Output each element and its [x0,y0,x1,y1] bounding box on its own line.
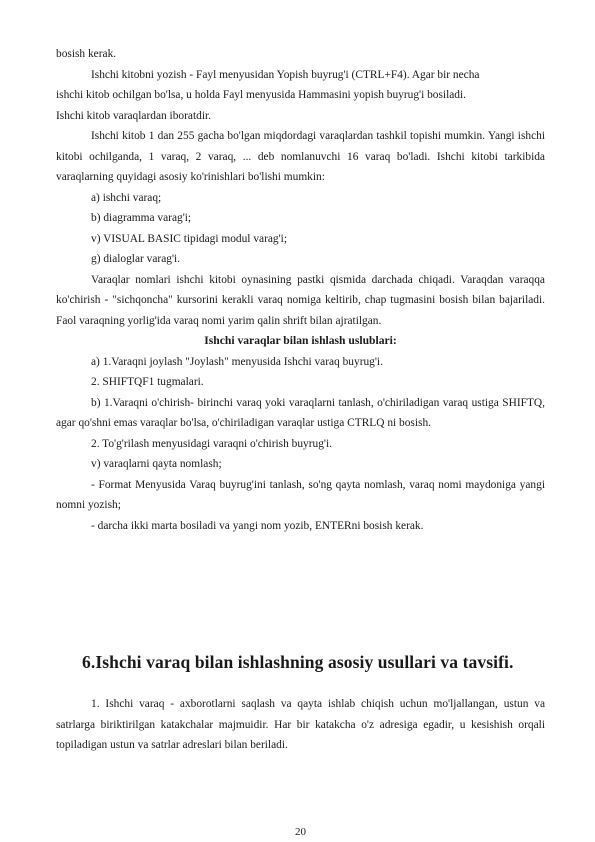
document-page [56,44,545,838]
list-item: - darcha ikki marta bosiladi va yangi nom yozib, ENTERni bosish kerak. [91,519,424,532]
paragraph: bosish kerak. [56,48,117,60]
list-item: g) dialoglar varag'i. [91,253,181,265]
list-item: b) diagramma varag'i; [91,212,192,224]
subheading: Ishchi varaqlar bilan ishlash uslublari: [204,334,397,347]
paragraph: ishchi kitob ochilgan bo'lsa, u holda Fayl menyusida Hammasini yopish buyrug'i bosiladi. [56,89,467,101]
paragraph: b) 1.Varaqni o'chirish- birinchi varaq yoki varaqlarni tanlash, o'chiriladigan varaq ustiga SHIFTQ, agar qo'shni emas varaqlar bo'lsa, o'chiriladigan varaqlar ustiga CTRLQ ni bosish. [56,396,545,429]
list-item: 2. To'g'rilash menyusidagi varaqni o'chirish buyrug'i. [91,437,332,450]
paragraph: Ishchi kitob 1 dan 255 gacha bo'lgan miqdordagi varaqlardan tashkil topishi mumkin. Yangi ishchi kitobi ochilganda, 1 varaq, 2 varaq, ... deb nomlanuvchi 16 varaq bo'ladi. Ishchi kitobi tarkibida varaqlarning quyidagi asosiy ko'rinishlari bo'lishi mumkin: [56,130,545,183]
list-item: 2. SHIFTQF1 tugmalari. [91,376,204,388]
list-item: a) 1.Varaqni joylash "Joylash" menyusida Ishchi varaq buyrug'i. [91,355,383,368]
bottom-paragraph: 1. Ishchi varaq - axborotlarni saqlash va qayta ishlab chiqish uchun mo'ljallangan, ustun va satrlarga biriktirilgan katakchalar majmuidir. Har bir katakcha o'z adresiga egadir, u kesishish orqali topiladigan ustun va satrlar adreslari bilan beriladi. [56,698,545,751]
paragraph: Ishchi kitob varaqlardan iboratdir. [56,109,211,122]
body-text [56,44,545,536]
paragraph: Varaqlar nomlari ishchi kitobi oynasining pastki qismida darchada chiqadi. Varaqdan varaqqa ko'chirish - "sichqoncha" kursorini kerakli varaq nomiga keltirib, chap tugmasini bosish bilan bajariladi. Faol varaqning yorlig'ida varaq nomi yarim qalin shrift bilan ajratilgan. [56,273,545,327]
list-item: v) VISUAL BASIC tipidagi modul varag'i; [91,232,287,245]
list-item: a) ishchi varaq; [91,191,162,204]
paragraph: - Format Menyusida Varaq buyrug'ini tanlash, so'ng qayta nomlash, varaq nomi maydoniga yangi nomni yozish; [56,478,545,511]
paragraph: Ishchi kitobni yozish - Fayl menyusidan Yopish buyrug'i (CTRL+F4). Agar bir necha [91,68,480,81]
section-title: 6.Ishchi varaq bilan ishlashning asosiy usullari va tavsifi. [82,652,514,672]
list-item: v) varaqlarni qayta nomlash; [91,458,222,470]
bottom-text-block [56,694,545,756]
page-number: 20 [295,826,306,838]
